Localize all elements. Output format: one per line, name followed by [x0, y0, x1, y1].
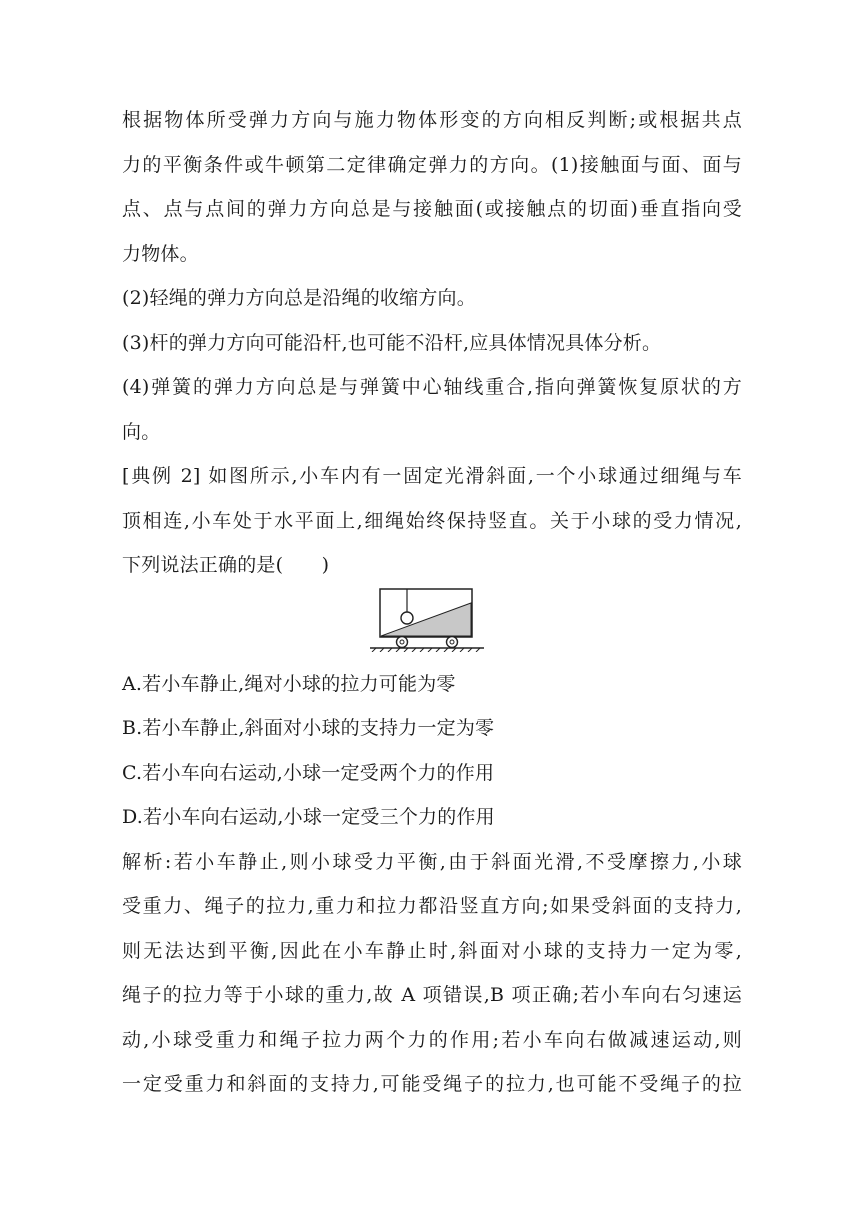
example-heading-line: [典例 2] 如图所示,小车内有一固定光滑斜面,一个小球通过细绳与车: [122, 465, 742, 487]
analysis-line: 绳子的拉力等于小球的重力,故 A 项错误,B 项正确;若小车向右匀速运: [122, 984, 742, 1006]
text-line: 力物体。: [122, 242, 199, 265]
option-a: A.若小车静止,绳对小球的拉力可能为零: [122, 672, 456, 695]
analysis-line: 解析:若小车静止,则小球受力平衡,由于斜面光滑,不受摩擦力,小球: [122, 850, 742, 873]
analysis-line: 一定受重力和斜面的支持力,可能受绳子的拉力,也可能不受绳子的拉: [122, 1073, 742, 1095]
question-line: 下列说法正确的是( ): [122, 554, 330, 576]
analysis-line: 动,小球受重力和绳子拉力两个力的作用;若小车向右做减速运动,则: [122, 1028, 742, 1051]
text-line: 向。: [122, 420, 161, 443]
option-b: B.若小车静止,斜面对小球的支持力一定为零: [122, 717, 495, 739]
option-d: D.若小车向右运动,小球一定受三个力的作用: [122, 806, 495, 828]
cart-figure: [122, 588, 742, 658]
text-line: (4)弹簧的弹力方向总是与弹簧中心轴线重合,指向弹簧恢复原状的方: [122, 376, 742, 398]
text-line: (2)轻绳的弹力方向总是沿绳的收缩方向。: [122, 287, 476, 309]
text-line: 根据物体所受弹力方向与施力物体形变的方向相反判断;或根据共点: [122, 109, 742, 131]
analysis-line: 受重力、绳子的拉力,重力和拉力都沿竖直方向;如果受斜面的支持力,: [122, 895, 742, 917]
text-line: 顶相连,小车处于水平面上,细绳始终保持竖直。关于小球的受力情况,: [122, 509, 742, 532]
analysis-line: 则无法达到平衡,因此在小车静止时,斜面对小球的支持力一定为零,: [122, 939, 742, 962]
ball: [401, 612, 413, 624]
cart-diagram: [368, 588, 508, 652]
wheel-left-hub: [400, 640, 404, 644]
text-line: (3)杆的弹力方向可能沿杆,也可能不沿杆,应具体情况具体分析。: [122, 331, 662, 354]
document-page: [122, 108, 742, 1117]
text-line: 点、点与点间的弹力方向总是与接触面(或接触点的切面)垂直指向受: [122, 198, 742, 220]
option-c: C.若小车向右运动,小球一定受两个力的作用: [122, 761, 495, 784]
text-line: 力的平衡条件或牛顿第二定律确定弹力的方向。(1)接触面与面、面与: [122, 153, 742, 176]
wheel-right-hub: [450, 640, 454, 644]
